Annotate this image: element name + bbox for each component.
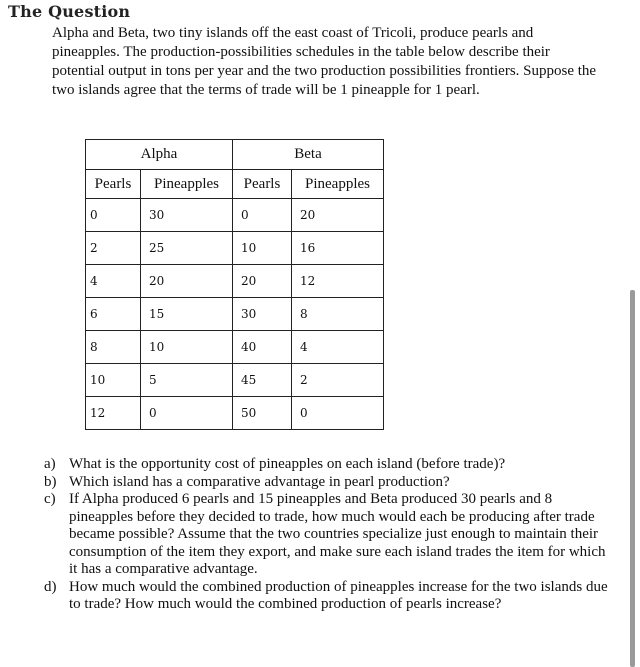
cell-beta-pineapples: 16 xyxy=(292,232,384,265)
cell-alpha-pineapples: 20 xyxy=(141,265,233,298)
cell-beta-pearls: 10 xyxy=(233,232,292,265)
column-header-alpha-pineapples: Pineapples xyxy=(141,170,233,199)
question-d xyxy=(44,579,614,614)
question-list xyxy=(44,456,614,614)
cell-alpha-pineapples: 30 xyxy=(141,199,233,232)
table-row xyxy=(86,199,384,232)
column-header-beta-pearls: Pearls xyxy=(233,170,292,199)
cell-beta-pearls: 30 xyxy=(233,298,292,331)
group-header-beta: Beta xyxy=(233,140,384,170)
column-header-beta-pineapples: Pineapples xyxy=(292,170,384,199)
table-row xyxy=(86,298,384,331)
cell-alpha-pearls: 8 xyxy=(86,331,141,364)
vertical-scrollbar[interactable] xyxy=(630,290,635,667)
cell-alpha-pineapples: 10 xyxy=(141,331,233,364)
table-column-header-row xyxy=(86,170,384,199)
cell-beta-pineapples: 8 xyxy=(292,298,384,331)
column-header-alpha-pearls: Pearls xyxy=(86,170,141,199)
cell-alpha-pearls: 0 xyxy=(86,199,141,232)
cell-beta-pearls: 45 xyxy=(233,364,292,397)
question-text: What is the opportunity cost of pineapples on each island (before trade)? xyxy=(69,456,506,472)
cell-beta-pearls: 40 xyxy=(233,331,292,364)
table-row xyxy=(86,364,384,397)
cell-beta-pearls: 0 xyxy=(233,199,292,232)
cell-alpha-pearls: 2 xyxy=(86,232,141,265)
cell-alpha-pearls: 6 xyxy=(86,298,141,331)
question-c xyxy=(44,491,614,579)
question-label: d) xyxy=(44,578,57,595)
cell-alpha-pearls: 10 xyxy=(86,364,141,397)
question-text: How much would the combined production of pineapples increase for the two islands due to trade? How much would the combined production of pearls increase? xyxy=(69,578,608,612)
cell-beta-pineapples: 0 xyxy=(292,397,384,430)
table-group-header-row xyxy=(86,140,384,170)
table-row xyxy=(86,331,384,364)
cell-beta-pineapples: 2 xyxy=(292,364,384,397)
cell-beta-pineapples: 20 xyxy=(292,199,384,232)
cell-beta-pineapples: 12 xyxy=(292,265,384,298)
table-row xyxy=(86,265,384,298)
cell-alpha-pearls: 12 xyxy=(86,397,141,430)
cell-beta-pearls: 50 xyxy=(233,397,292,430)
question-a xyxy=(44,456,614,474)
question-label: c) xyxy=(44,491,56,507)
cell-alpha-pineapples: 25 xyxy=(141,232,233,265)
question-label: a) xyxy=(44,456,56,472)
question-b xyxy=(44,474,614,492)
question-label: b) xyxy=(44,473,57,490)
page-title: The Question xyxy=(8,2,131,21)
question-text: Which island has a comparative advantage in pearl production? xyxy=(69,473,450,490)
question-text: If Alpha produced 6 pearls and 15 pineapples and Beta produced 30 pearls and 8 pineapples before they decided to trade, how much would each be producing after trade became possible? Assume that the two countries specialize just enough to maintain their consumption of the item they export, and make sure each island trades the item for which it has a comparative advantage. xyxy=(69,491,606,577)
cell-beta-pineapples: 4 xyxy=(292,331,384,364)
group-header-alpha: Alpha xyxy=(86,140,233,170)
intro-paragraph: Alpha and Beta, two tiny islands off the east coast of Tricoli, produce pearls and pineapples. The production-possibilities schedules in the table below describe their potential output in tons per year and the two production possibilities frontiers. Suppose the two islands agree that the terms of trade will be 1 pineapple for 1 pearl. xyxy=(52,25,597,98)
cell-beta-pearls: 20 xyxy=(233,265,292,298)
cell-alpha-pineapples: 5 xyxy=(141,364,233,397)
production-possibilities-table xyxy=(85,139,384,430)
cell-alpha-pineapples: 0 xyxy=(141,397,233,430)
cell-alpha-pineapples: 15 xyxy=(141,298,233,331)
table-row xyxy=(86,397,384,430)
table-row xyxy=(86,232,384,265)
cell-alpha-pearls: 4 xyxy=(86,265,141,298)
